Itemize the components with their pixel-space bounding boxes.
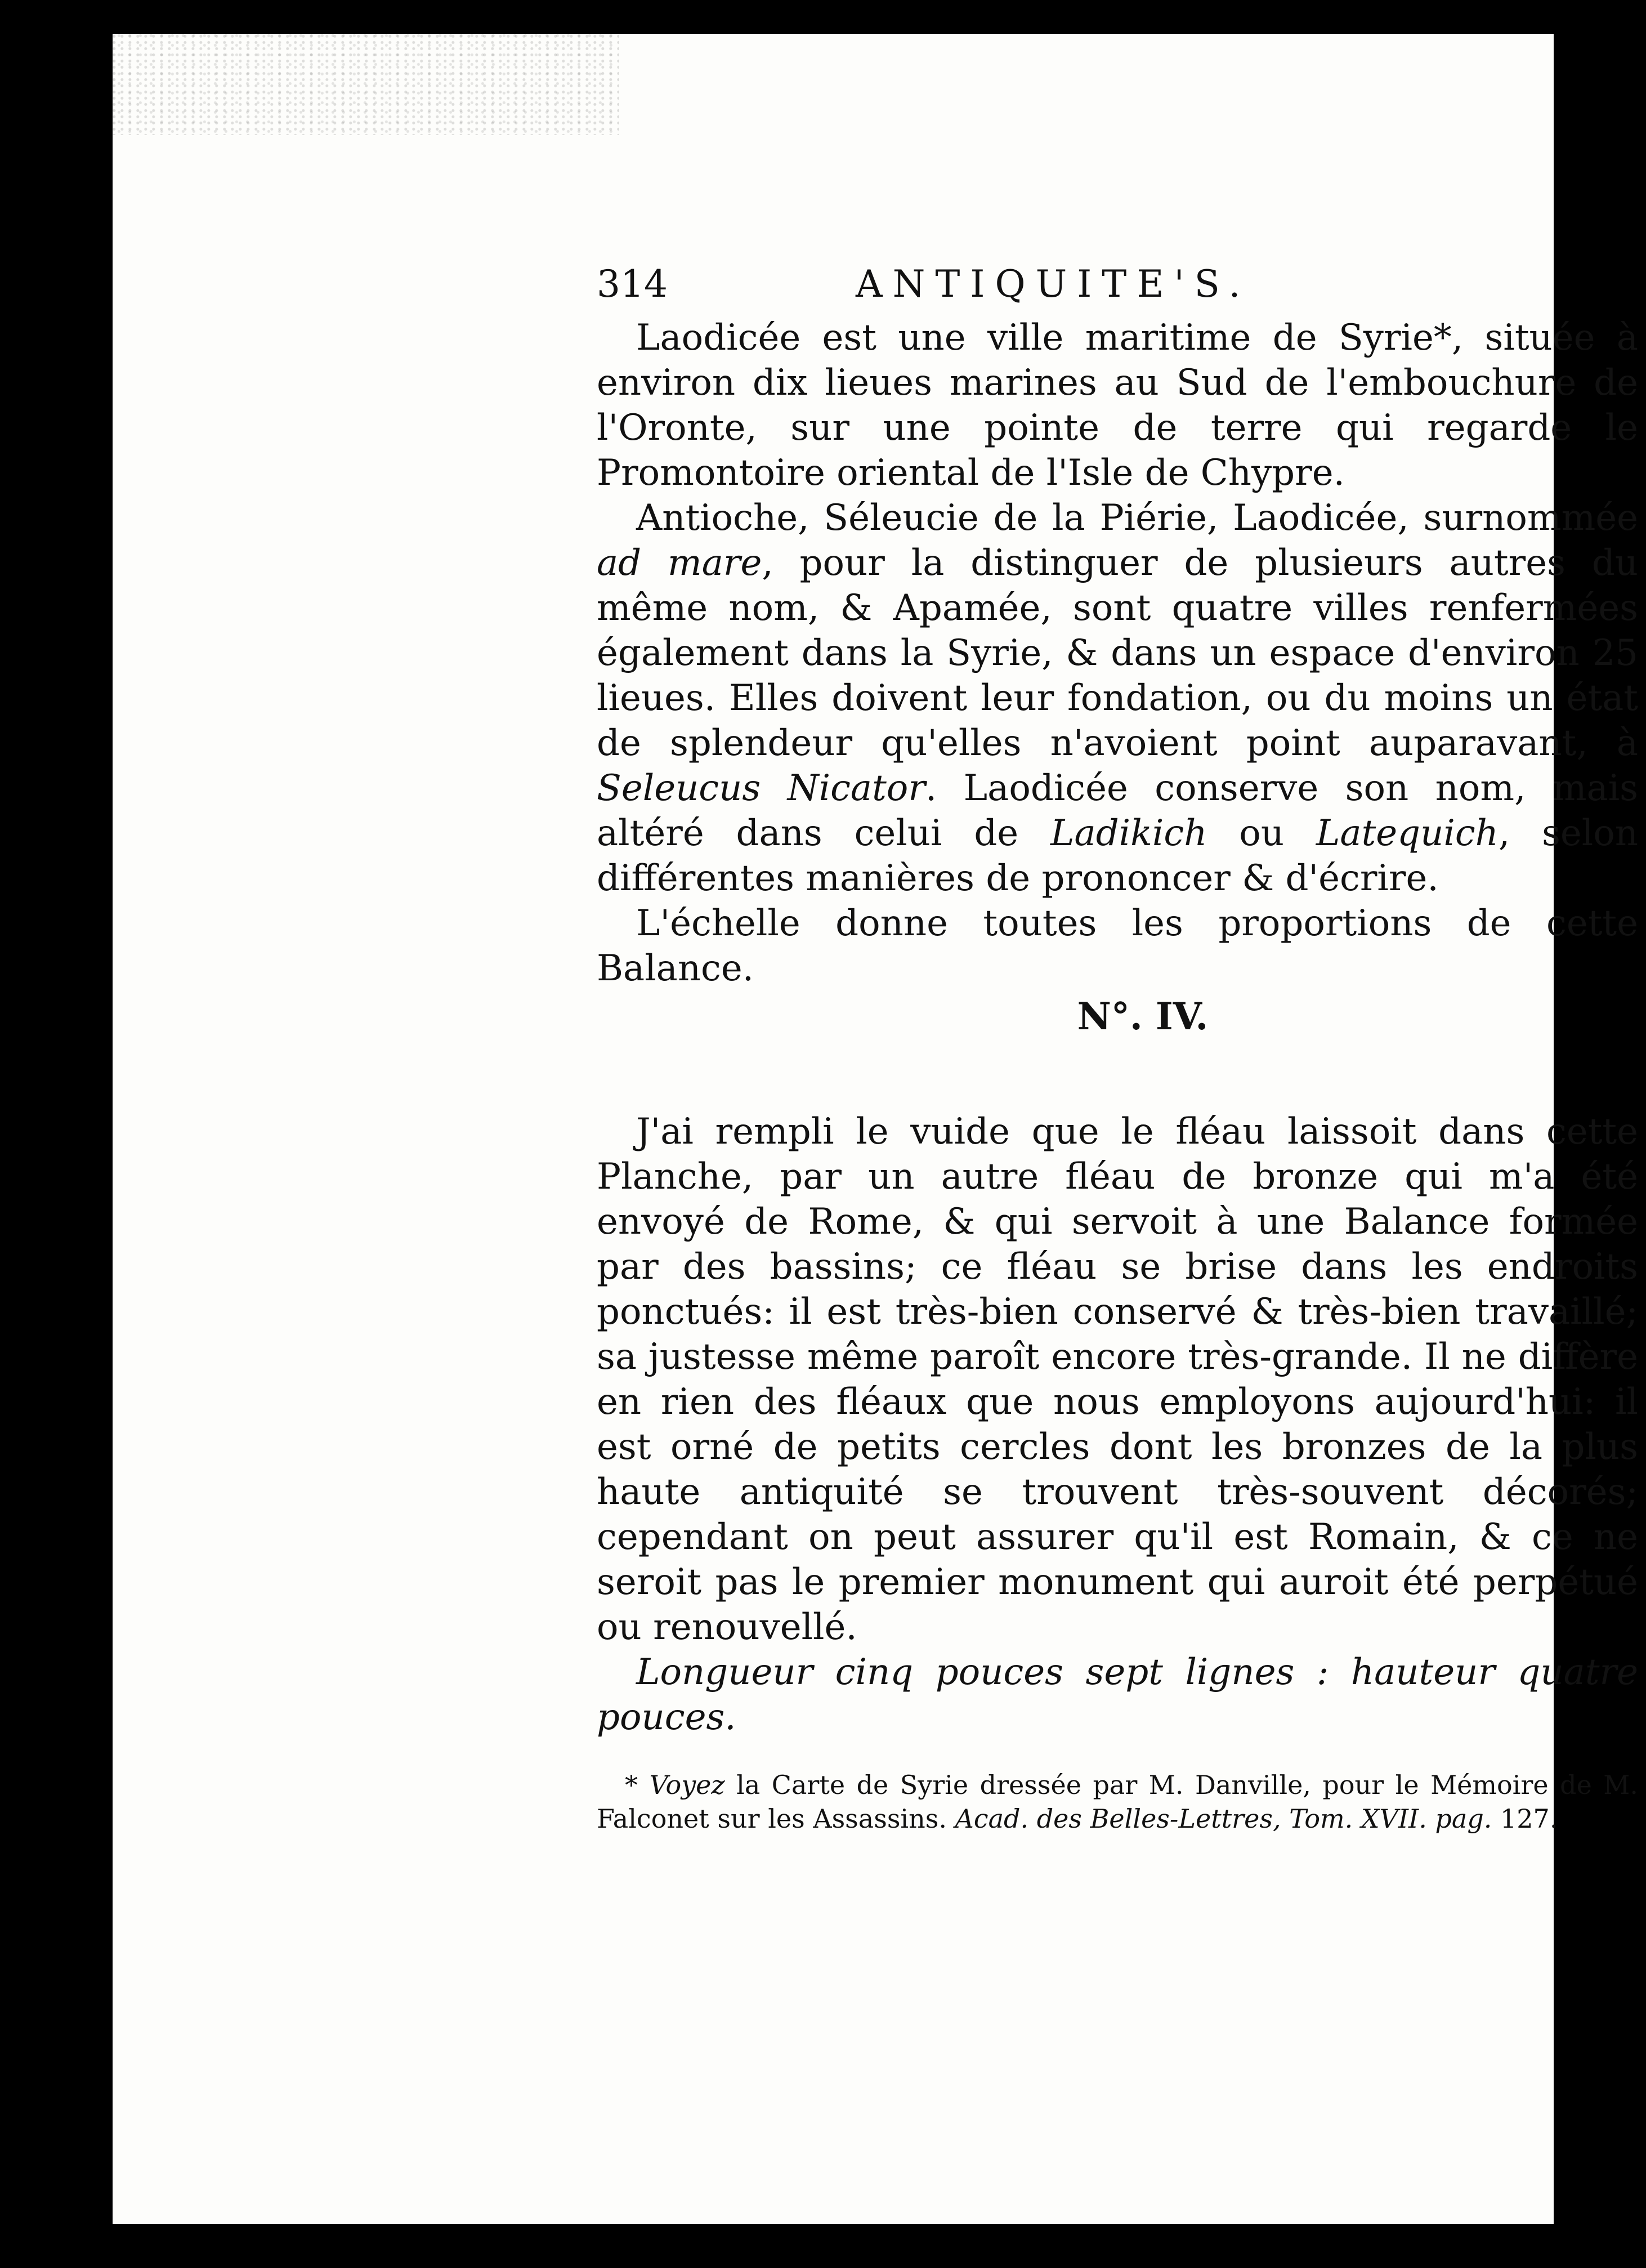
paragraph-laodicee <box>597 315 1638 495</box>
paragraph-antioche-text-e: , selon différentes manières de prononcer & d'écrire. <box>597 812 1639 899</box>
footnote-reference-marker: * <box>1433 317 1452 359</box>
book-page <box>113 34 1639 2224</box>
paragraph-antioche-text-a: Antioche, Séleucie de la Piérie, Laodicée, surnommée <box>636 497 1638 539</box>
footnote-italic-voyez: Voyez <box>649 1770 725 1800</box>
running-head <box>597 253 1638 315</box>
italic-seleucus-nicator: Seleucus Nicator <box>597 767 925 809</box>
section-heading: N°. IV. <box>1077 994 1209 1038</box>
paragraph-laodicee-text-b: , située à environ dix lieues marines au Sud de l'embouchure de l'Oronte, sur une pointe de terre qui regarde le Promontoire oriental de l'Isle de Chypre. <box>597 317 1639 494</box>
text-block <box>597 253 1638 1836</box>
footnote-marker: * <box>625 1770 638 1800</box>
footnote <box>597 1768 1638 1836</box>
italic-ladikich: Ladikich <box>1050 812 1207 854</box>
paragraph-antioche-text-d: ou <box>1207 812 1316 854</box>
footnote-text-a: la Carte de Syrie dressée par M. Danville, pour le Mémoire de M. Falconet sur les Assassins. <box>597 1770 1639 1834</box>
paragraph-fleau: J'ai rempli le vuide que le fléau laissoit dans cette Planche, par un autre fléau de bronze qui m'a été envoyé de Rome, & qui servoit à une Balance formée par des bassins; ce fléau se brise dans les endroits ponctués: il est très-bien conservé & très-bien travaillé; sa justesse même paroît encore très-grande. Il ne diffère en rien des fléaux que nous employons aujourd'hui: il est orné de petits cercles dont les bronzes de la plus haute antiquité se trouvent très-souvent décorés; cependant on peut assurer qu'il est Romain, & ce ne seroit pas le premier monument qui auroit été perpétué ou renouvellé. <box>597 1111 1638 1648</box>
paragraph-antioche-text-b: , pour la distinguer de plusieurs autres du même nom, & Apamée, sont quatre villes renfermées également dans la Syrie, & dans un espace d'environ 25 lieues. Elles doivent leur fondation, ou du moins un état de splendeur qu'elles n'avoient point auparavant, à <box>597 542 1638 764</box>
paper-speckle-decoration <box>113 34 619 135</box>
footnote-text-b: 127. <box>1492 1803 1558 1834</box>
running-title: ANTIQUITE'S. <box>856 262 1251 306</box>
paragraph-laodicee-text-a: Laodicée est une ville maritime de Syrie <box>636 317 1434 359</box>
italic-latequich: Latequich <box>1316 812 1499 854</box>
paragraph-antioche <box>597 495 1638 901</box>
italic-ad-mare: ad mare <box>597 542 762 584</box>
paragraph-echelle: L'échelle donne toutes les proportions de cette Balance. <box>597 903 1638 989</box>
footnote-italic-reference: Acad. des Belles-Lettres, Tom. XVII. pag. <box>955 1803 1492 1834</box>
paragraph-antioche-text-c: . Laodicée conserve son nom, mais altéré dans celui de <box>597 767 1639 854</box>
page-number: 314 <box>597 262 668 306</box>
paragraph-dimensions: Longueur cinq pouces sept lignes : hauteur quatre pouces. <box>597 1651 1638 1738</box>
